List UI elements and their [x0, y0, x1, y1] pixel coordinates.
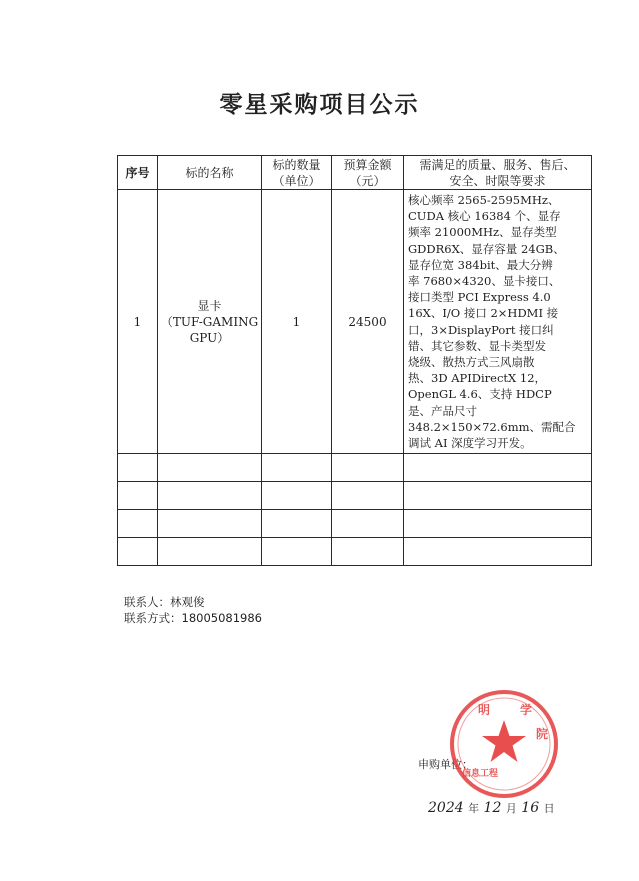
req-line: OpenGL 4.6、支持 HDCP — [408, 387, 552, 402]
page-title: 零星采购项目公示 — [219, 92, 420, 118]
cell-name-line3: GPU） — [189, 330, 230, 345]
date-month-unit: 月 — [505, 802, 517, 815]
header-budget-line2: （元） — [349, 173, 386, 188]
cell-qty: 1 — [262, 190, 332, 454]
header-name: 标的名称 — [158, 156, 262, 190]
req-line: 频率 21000MHz、显存类型 — [408, 225, 557, 240]
contact-person: 联系人：林观俊 — [124, 595, 205, 609]
req-line: 接口类型 PCI Express 4.0 — [408, 290, 551, 305]
cell-name — [158, 190, 262, 454]
procurement-table — [117, 155, 592, 566]
req-line: 调试 AI 深度学习开发。 — [408, 436, 532, 451]
table-row-empty — [118, 510, 592, 538]
svg-text:信息工程: 信息工程 — [462, 769, 499, 779]
req-line: 16X、I/O 接口 2×HDMI 接 — [408, 306, 559, 321]
header-requirements — [404, 156, 592, 190]
date-year-unit: 年 — [468, 802, 480, 815]
req-line: 率 7680×4320、显卡接口、 — [408, 274, 561, 289]
req-line: GDDR6X、显存容量 24GB、 — [408, 241, 565, 256]
req-line: 热、3D APIDirectX 12， — [408, 371, 547, 386]
header-no: 序号 — [118, 156, 158, 190]
header-budget-line1: 预算金额 — [343, 157, 392, 172]
table-row-empty — [118, 482, 592, 510]
header-req-line1: 需满足的质量、服务、售后、 — [419, 157, 576, 172]
date-year: 2024 — [428, 800, 464, 816]
header-qty-line2: （单位） — [272, 173, 321, 188]
table-row-empty — [118, 454, 592, 482]
date-month: 12 — [483, 800, 502, 816]
cell-no: 1 — [118, 190, 158, 454]
signature-date — [428, 800, 555, 816]
svg-text:学: 学 — [520, 703, 533, 717]
req-line: 348.2×150×72.6mm、需配合 — [408, 419, 576, 434]
header-budget — [332, 156, 404, 190]
req-line: 错、其它参数、显卡类型发 — [408, 338, 546, 353]
header-qty-line1: 标的数量 — [272, 157, 321, 172]
svg-text:明: 明 — [478, 703, 491, 717]
req-line: 口，3×DisplayPort 接口纠 — [408, 322, 554, 337]
req-line: 烧级、散热方式三风扇散 — [408, 355, 535, 370]
cell-name-line1: 显卡 — [197, 298, 222, 313]
date-day-unit: 日 — [543, 802, 555, 815]
header-req-line2: 安全、时限等要求 — [449, 173, 546, 188]
req-line: 核心频率 2565-2595MHz、 — [408, 193, 560, 207]
cell-budget: 24500 — [332, 190, 404, 454]
req-line: CUDA 核心 16384 个、显存 — [408, 209, 561, 224]
req-line: 是、产品尺寸 — [408, 403, 477, 418]
svg-text:院: 院 — [536, 727, 549, 741]
req-line: 显存位宽 384bit、最大分辨 — [408, 257, 553, 272]
header-qty — [262, 156, 332, 190]
cell-requirements — [404, 190, 592, 454]
contact-phone: 联系方式：18005081986 — [124, 611, 262, 625]
official-seal-icon — [448, 688, 560, 800]
table-row — [118, 190, 592, 454]
table-header-row — [118, 156, 592, 190]
date-day: 16 — [521, 800, 540, 816]
table-row-empty — [118, 538, 592, 566]
cell-name-line2: （TUF-GAMING — [160, 314, 259, 329]
applicant-label: 申购单位： — [418, 758, 473, 771]
